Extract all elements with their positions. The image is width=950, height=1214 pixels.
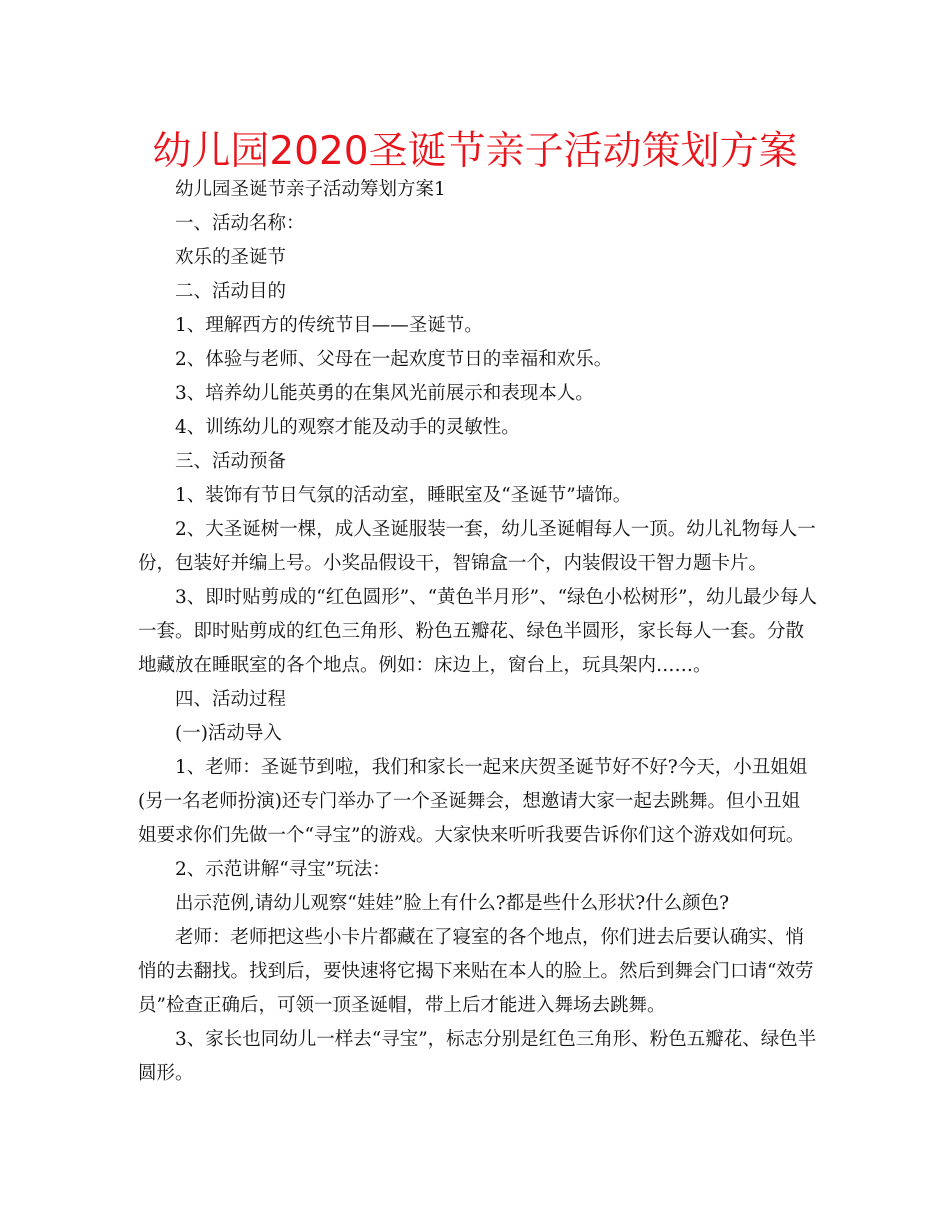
paragraph: 出示范例,请幼儿观察“娃娃”脸上有什么?都是些什么形状?什么颜色?	[175, 893, 730, 914]
section-heading: 三、活动预备	[175, 451, 287, 472]
document-body	[138, 173, 818, 1091]
section-heading: 一、活动名称：	[175, 213, 305, 234]
section-heading: 二、活动目的	[175, 281, 287, 302]
section-heading: 四、活动过程	[175, 689, 287, 710]
paragraph: 老师：老师把这些小卡片都藏在了寝室的各个地点，你们进去后要认确实、悄悄的去翻找。找到后，要快速将它揭下来贴在本人的脸上。然后到舞会门口请“效劳员”检查正确后，可领一顶圣诞帽，带上后才能进入舞场去跳舞。	[138, 927, 814, 1016]
paragraph: 3、培养幼儿能英勇的在集风光前展示和表现本人。	[175, 383, 594, 404]
paragraph: 欢乐的圣诞节	[175, 247, 287, 268]
paragraph: 3、家长也同幼儿一样去“寻宝”，标志分别是红色三角形、粉色五瓣花、绿色半圆形。	[138, 1029, 817, 1084]
subsection-heading: (一)活动导入	[175, 723, 282, 744]
paragraph: 4、训练幼儿的观察才能及动手的灵敏性。	[175, 417, 520, 438]
paragraph: 2、体验与老师、父母在一起欢度节日的幸福和欢乐。	[175, 349, 613, 370]
paragraph: 3、即时贴剪成的“红色圆形”、“黄色半月形”、“绿色小松树形”，幼儿最少每人一套。即时贴剪成的红色三角形、粉色五瓣花、绿色半圆形，家长每人一套。分散地藏放在睡眠室的各个地点。例如：床边上，窗台上，玩具架内……。	[138, 587, 818, 676]
subtitle-paragraph: 幼儿园圣诞节亲子活动筹划方案1	[175, 179, 446, 200]
paragraph: 2、示范讲解“寻宝”玩法：	[175, 859, 391, 880]
paragraph: 2、大圣诞树一棵，成人圣诞服装一套，幼儿圣诞帽每人一顶。幼儿礼物每人一份，包装好并编上号。小奖品假设干，智锦盒一个，内装假设干智力题卡片。	[138, 519, 816, 574]
paragraph: 1、老师：圣诞节到啦，我们和家长一起来庆贺圣诞节好不好?今天，小丑姐姐(另一名老师扮演)还专门举办了一个圣诞舞会，想邀请大家一起去跳舞。但小丑姐姐要求你们先做一个“寻宝”的游戏。大家快来听听我要告诉你们这个游戏如何玩。	[138, 757, 808, 846]
document-title: 幼儿园2020圣诞节亲子活动策划方案	[152, 129, 798, 174]
paragraph: 1、装饰有节日气氛的活动室，睡眠室及“圣诞节”墙饰。	[175, 485, 632, 506]
paragraph: 1、理解西方的传统节目——圣诞节。	[175, 315, 483, 336]
